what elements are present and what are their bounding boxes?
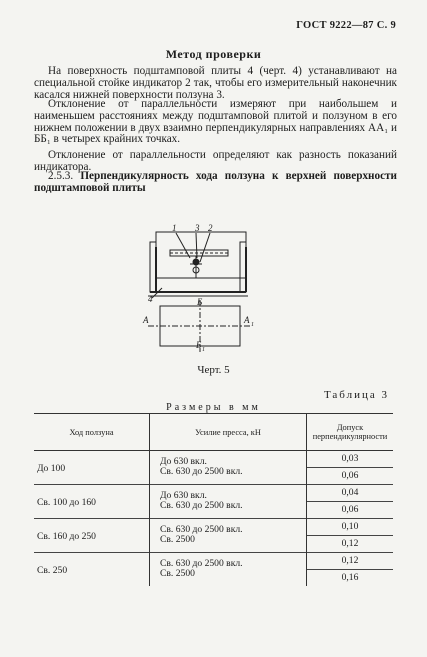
stroke-cell: До 100 [37,463,66,474]
table-row [34,553,393,587]
slider [170,250,228,256]
paragraph-1 [34,66,397,101]
tol-cell-2: 0,06 [341,504,359,515]
tol-cell-1: 0,03 [307,451,393,468]
header-force: Усилие пресса, кН [150,414,307,451]
tol-cell-1: 0,04 [307,485,393,502]
tol-cell-2: 0,16 [341,572,359,583]
table-row [34,485,393,519]
tol-cell-1: 0,12 [307,553,393,570]
force-cell-1: Св. 630 до 2500 вкл. [160,524,243,535]
page-header: ГОСТ 9222—87 С. 9 [296,20,396,31]
label-a1: А [244,315,250,325]
label-a1-sub: 1 [251,322,254,328]
force-cell-2: Св. 2500 [160,534,195,545]
force-cell-1: До 630 вкл. [160,456,207,467]
header-stroke: Ход ползуна [34,414,150,451]
table-subtitle: Размеры в мм [166,402,261,413]
press-frame [156,232,246,292]
paragraph-4 [34,171,397,195]
force-cell-2: Св. 630 до 2500 вкл. [160,500,243,511]
clause-number: 2.5.3. [48,170,74,182]
paragraph-3-text: Отклонение от параллельности определяют как разность показаний индикатора. [34,149,397,173]
force-cell-1: До 630 вкл. [160,490,207,501]
tol-cell-1: 0,10 [307,519,393,536]
force-cell-2: Св. 2500 [160,568,195,579]
label-a: А [143,315,149,325]
section-title: Метод проверки [165,47,262,61]
figure-drawing [140,222,270,362]
tol-cell-2: 0,12 [341,538,359,549]
figure-caption: Черт. 5 [197,364,230,376]
label-1: 1 [172,223,177,233]
header-tolerance: Допуск перпендикулярности [307,414,394,451]
tolerance-table [34,413,393,586]
tol-cell-2: 0,06 [341,470,359,481]
paragraph-2-text: Отклонение от параллельности измеряют при наибольшем и наименьшем расстояниях между подштамповой плитой и ползуном в его нижнем положении в двух взаимно перпендикулярных направлениях АА₁ и ББ₁ в четырех крайних точках. [34,98,397,146]
label-b: Б [197,297,203,307]
table-row [34,519,393,553]
table-title: Таблица 3 [323,389,389,401]
stroke-cell: Св. 160 до 250 [37,531,96,542]
stroke-cell: Св. 250 [37,565,68,576]
force-cell-2: Св. 630 до 2500 вкл. [160,466,243,477]
label-2: 2 [208,223,213,233]
force-cell-1: Св. 630 до 2500 вкл. [160,558,243,569]
label-4: 4 [148,294,153,304]
clause-title: Перпендикулярность хода ползуна к верхней поверхности подштамповой плиты [34,170,397,194]
paragraph-1-text: На поверхность подштамповой плиты 4 (черт. 4) устанавливают на специальной стойке индикатор 2 так, чтобы его измерительный наконечник касался нижней поверхности ползуна 3. [34,65,397,101]
table-row [34,451,393,485]
paragraph-2 [34,99,397,146]
label-3: 3 [195,223,200,233]
stroke-cell: Св. 100 до 160 [37,497,96,508]
label-b1-sub: 1 [202,347,205,353]
label-b1: Б [196,340,202,350]
